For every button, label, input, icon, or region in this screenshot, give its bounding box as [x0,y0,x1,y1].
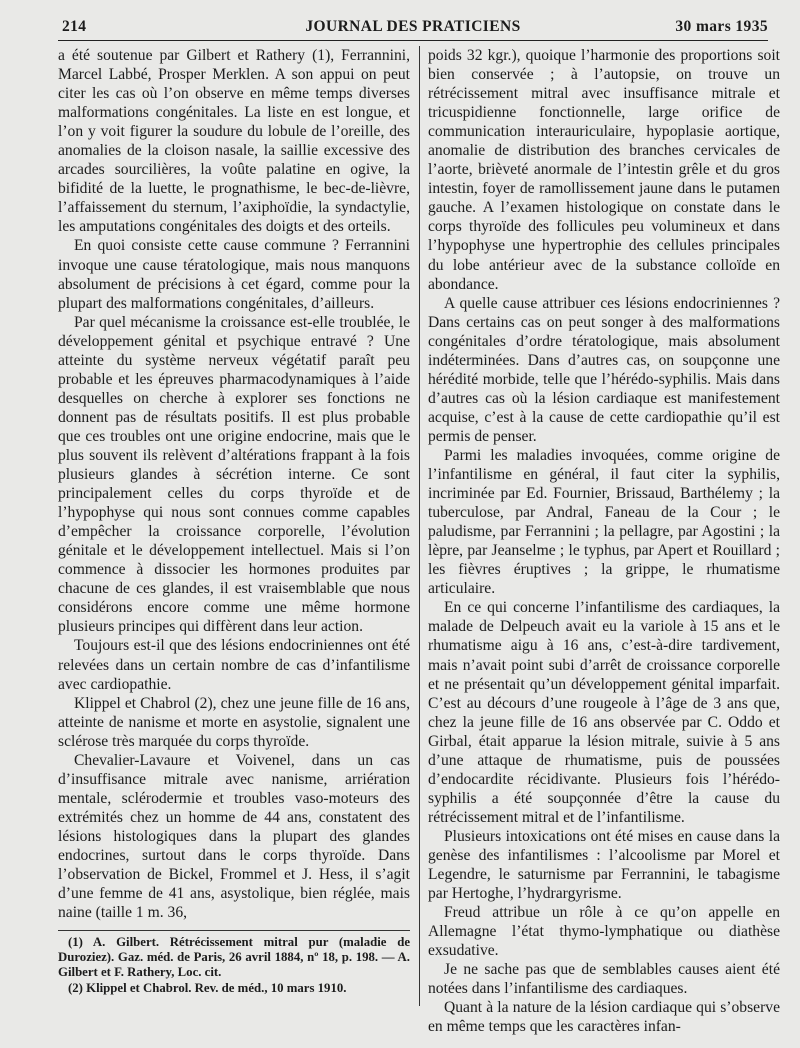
paragraph: Par quel mécanisme la croissance est-elle troublée, le développement génital et psychique entravé ? Une atteinte du système nerveux végétatif paraît peu probable et les épreuves pharmacodynamiques à l’aide desquelles on cherche à explorer ses fonctions ne donnent pas de résultats positifs. Il est plus probable que ces troubles ont une origine endocrine, mais que le plus souvent ils relèvent d’altérations frappant à la fois plusieurs glandes à sécrétion interne. Ce sont principalement celles du corps thyroïde et de l’hypophyse qui nous sont connues comme capables d’empêcher la croissance corporelle, l’évolution génitale et le développement intellectuel. Mais si l’on commence à dissocier les hormones produites par chacune de ces glandes, il est vraisemblable que nous considérons encore comme une même hormone plusieurs principes qui diffèrent dans leur action. [58,313,410,636]
left-column [58,46,410,922]
paragraph: a été soutenue par Gilbert et Rathery (1), Ferrannini, Marcel Labbé, Prosper Merklen. A son appui on peut citer les cas où l’on observe en même temps diverses malformations congénitales. La liste en est longue, et l’on y voit figurer la soudure du lobule de l’oreille, des anomalies de la cloison nasale, la saillie excessive des arcades sourcilières, la voûte palatine en ogive, la bifidité de la luette, le prognathisme, le bec-de-lièvre, l’affaissement du sternum, l’axiphoïdie, la syndactylie, les amputations congénitales des doigts et des orteils. [58,47,410,236]
issue-date: 30 mars 1935 [675,18,768,35]
paragraph: A quelle cause attribuer ces lésions endocriniennes ? Dans certains cas on peut songer à des malformations congénitales d’ordre tératologique, mais absolument indéterminées. Dans d’autres cas, on soupçonne une hérédité morbide, telle que l’hérédo-syphilis. Mais dans d’autres cas où la lésion cardiaque est manifestement acquise, c’est à la cause de cette cardiopathie qu’il est permis de penser. [428,294,780,445]
paragraph: Parmi les maladies invoquées, comme origine de l’infantilisme en général, il faut citer la syphilis, incriminée par Ed. Fournier, Brissaud, Barthélemy ; la tuberculose, par Andral, Faneau de la Cour ; le paludisme, par Ferrannini ; la pellagre, par Agostini ; la lèpre, par Jeanselme ; le typhus, par Apert et Rouillard ; les fièvres éruptives ; la grippe, le rhumatisme articulaire. [428,446,780,598]
footnote: (1) A. Gilbert. Rétrécissement mitral pur (maladie de Duroziez). Gaz. méd. de Paris, 26 avril 1884, nº 18, p. 198. — A. Gilbert et F. Rathery, Loc. cit. [58,935,410,980]
right-column [428,46,780,1036]
paragraph: En ce qui concerne l’infantilisme des cardiaques, la malade de Delpeuch avait eu la variole à 15 ans et le rhumatisme aigu à 16 ans, c’est-à-dire tardivement, mais n’avait point subi d’arrêt de croissance corporelle et ne présentait qu’un développement génital imparfait. C’est au décours d’une rougeole à l’âge de 3 ans que, chez la jeune fille de 16 ans observée par C. Oddo et Girbal, était apparue la lésion mitrale, suivie à 5 ans d’une attaque de rhumatisme, puis de poussées d’endocardite récidivante. Plusieurs fois l’hérédo-syphilis a été soupçonnée d’être la cause du rétrécissement mitral et de l’infantilisme. [428,599,780,826]
paragraph: Plusieurs intoxications ont été mises en cause dans la genèse des infantilismes : l’alcoolisme par Morel et Legendre, le saturnisme par Ferrannini, le tabagisme par Hertoghe, l’hydrargyrisme. [428,827,780,903]
paragraph: Toujours est-il que des lésions endocriniennes ont été relevées dans un certain nombre de cas d’infantilisme avec cardiopathie. [58,637,410,693]
column-divider [419,46,420,1006]
paragraph: Quant à la nature de la lésion cardiaque qui s’observe en même temps que les caractères infan- [428,999,780,1036]
paragraph: Je ne sache pas que de semblables causes aient été notées dans l’infantilisme des cardiaques. [428,961,780,998]
paragraph: En quoi consiste cette cause commune ? Ferrannini invoque une cause tératologique, mais nous manquons absolument de précisions à cet égard, comme pour la plupart des malformations congénitales, d’ailleurs. [58,237,410,312]
paragraph: Freud attribue un rôle à ce qu’on appelle en Allemagne l’état thymo-lymphatique ou diathèse exsudative. [428,904,780,960]
paragraph: poids 32 kgr.), quoique l’harmonie des proportions soit bien conservée ; à l’autopsie, on trouve un rétrécissement mitral avec insuffisance mitrale et tricuspidienne fonctionnelle, large orifice de communication interauriculaire, hypoplasie aortique, anomalie de distribution des branches cervicales de l’aorte, brièveté anormale de l’intestin grêle et du gros intestin, foyer de ramollissement jaune dans le putamen gauche. A l’examen histologique on constate dans le corps thyroïde des follicules peu volumineux et dans l’hypophyse une hypertrophie des cellules principales du lobe antérieur avec de la substance colloïde en abondance. [428,47,780,293]
paragraph: Klippel et Chabrol (2), chez une jeune fille de 16 ans, atteinte de nanisme et morte en asystolie, signalent une sclérose très marquée du corps thyroïde. [58,694,410,750]
footnotes [58,935,410,996]
journal-title: JOURNAL DES PRATICIENS [305,18,521,35]
footnote-rule [58,930,410,931]
page-header [58,12,768,36]
paragraph: Chevalier-Lavaure et Voivenel, dans un cas d’insuffisance mitrale avec nanisme, arriération mentale, sclérodermie et troubles vaso-moteurs des extrémités chez un homme de 44 ans, constatent des lésions histologiques dans la plupart des glandes endocrines, surtout dans le corps thyroïde. Dans l’observation de Bickel, Frommel et J. Hess, il s’agit d’une femme de 41 ans, asystolique, bien réglée, mais naine (taille 1 m. 36, [58,751,410,922]
footnote: (2) Klippel et Chabrol. Rev. de méd., 10 mars 1910. [68,980,347,995]
page-number: 214 [62,18,87,35]
header-rule [58,40,768,41]
